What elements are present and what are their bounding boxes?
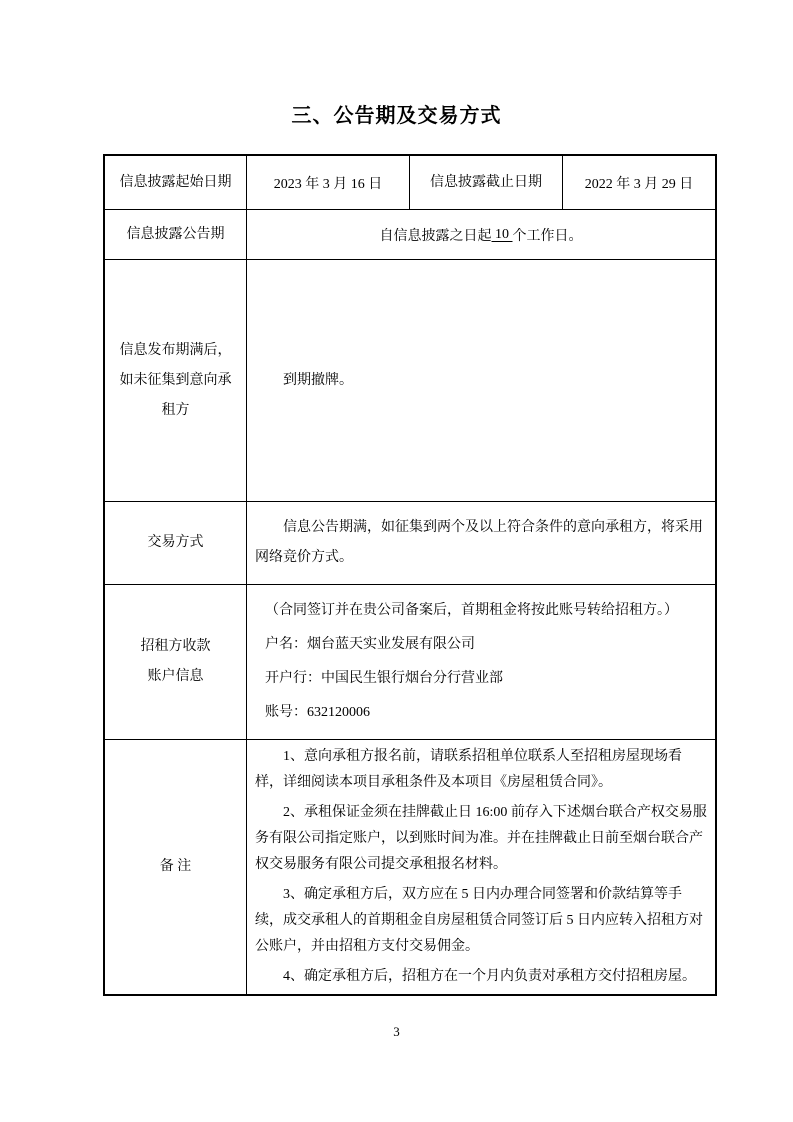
- payee-account-label: [105, 585, 247, 739]
- disclosure-start-value: 2023 年 3 月 16 日: [247, 156, 410, 209]
- payee-account-value: [247, 585, 715, 739]
- account-holder-name: 户名：烟台蓝天实业发展有限公司: [265, 637, 475, 652]
- announcement-period-label: 信息披露公告期: [105, 210, 247, 259]
- announcement-period-underlined-days: 10: [491, 226, 513, 242]
- account-number: 账号：632120006: [265, 705, 370, 720]
- announcement-period-text-suffix: 个工作日。: [512, 228, 583, 244]
- expiry-no-tenant-value: [247, 260, 715, 501]
- transaction-method-value: [247, 502, 715, 584]
- table-row-transaction-method: [105, 501, 715, 584]
- announcement-table: [103, 154, 717, 996]
- table-row-disclosure-dates: [105, 156, 715, 209]
- disclosure-start-label: 信息披露起始日期: [105, 156, 247, 209]
- account-bank-name: 开户行：中国民生银行烟台分行营业部: [265, 671, 503, 686]
- expiry-no-tenant-label: [105, 260, 247, 501]
- disclosure-end-value: 2022 年 3 月 29 日: [584, 176, 694, 192]
- expiry-no-tenant-text: 到期撤牌。: [283, 372, 353, 388]
- table-row-expiry-no-tenant: [105, 259, 715, 501]
- remarks-list: [247, 740, 715, 994]
- table-row-remarks: [105, 739, 715, 994]
- expiry-no-tenant-label-line: 如未征集到意向承: [119, 372, 232, 388]
- page-number: 3: [393, 1024, 400, 1039]
- remark-item: 4、确定承租方后，招租方在一个月内负责对承租方交付招租房屋。: [283, 969, 696, 984]
- account-note: （合同签订并在贵公司备案后，首期租金将按此账号转给招租方。）: [265, 603, 678, 618]
- announcement-period-value: [247, 210, 715, 259]
- transaction-method-text: 信息公告期满，如征集到两个及以上符合条件的意向承租方，将采用网络竞价方式。: [255, 520, 703, 565]
- remark-item: 3、确定承租方后，双方应在 5 日内办理合同签署和价款结算等手续，成交承租人的首期租金自房屋租赁合同签订后 5 日内应转入招租方对公账户，并由招租方支付交易佣金。: [255, 887, 703, 954]
- disclosure-end-label: 信息披露截止日期: [410, 156, 563, 209]
- table-row-announcement-period: [105, 209, 715, 259]
- expiry-no-tenant-label-line: 信息发布期满后，: [119, 342, 232, 358]
- page-title: 三、公告期及交易方式: [291, 105, 502, 127]
- payee-account-label-line: 招租方收款: [140, 639, 211, 654]
- remarks-label: 备 注: [105, 740, 247, 994]
- expiry-no-tenant-label-line: 租方: [161, 402, 190, 418]
- remark-item: 2、承租保证金须在挂牌截止日 16:00 前存入下述烟台联合产权交易服务有限公司指定账户，以到账时间为准。并在挂牌截止日前至烟台联合产权交易服务有限公司提交承租报名材料。: [255, 805, 707, 872]
- announcement-period-text-prefix: 自信息披露之日起: [379, 228, 492, 244]
- table-row-payee-account: [105, 584, 715, 739]
- transaction-method-label: 交易方式: [105, 502, 247, 584]
- remark-item: 1、意向承租方报名前，请联系招租单位联系人至招租房屋现场看样，详细阅读本项目承租条件及本项目《房屋租赁合同》。: [255, 749, 682, 790]
- payee-account-label-line: 账户信息: [147, 669, 204, 684]
